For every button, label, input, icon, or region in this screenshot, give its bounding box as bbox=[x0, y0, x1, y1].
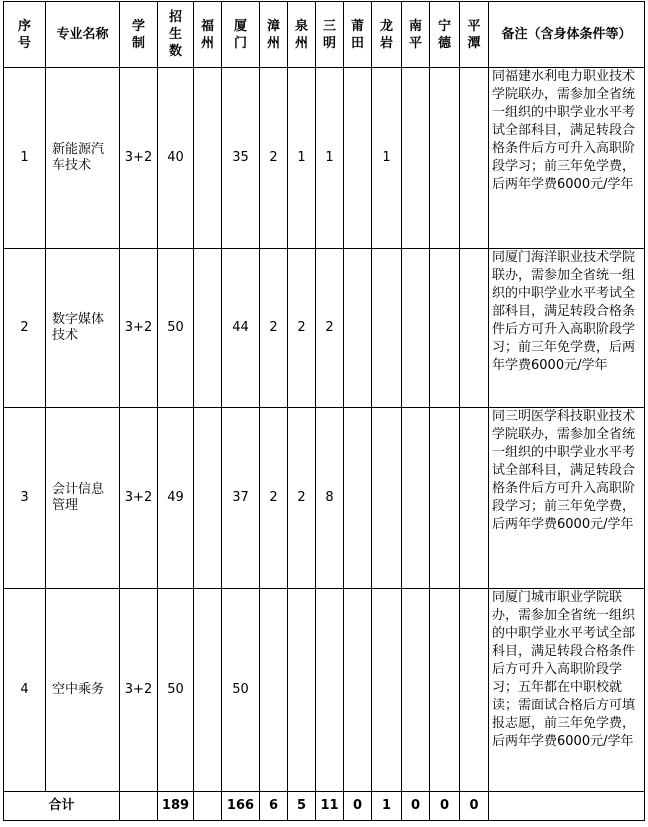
cell-quanzhou: 2 bbox=[288, 249, 316, 408]
cell-zhangzhou: 2 bbox=[260, 408, 288, 589]
cell-note: 同厦门城市职业学院联办，需参加全省统一组织的中职学业水平考试全部科目，满足转段合格条件后方可升入高职阶段学习；五年都在中职校就读；需面试合格后方可填报志愿，前三年免学费，后两年学费6000元/学年 bbox=[489, 589, 645, 792]
cell-pingtan bbox=[460, 408, 489, 589]
cell-ningde bbox=[430, 249, 460, 408]
cell-xiamen: 50 bbox=[222, 589, 260, 792]
header-sanming: 三明 bbox=[316, 2, 344, 68]
cell-fuzhou bbox=[194, 589, 222, 792]
cell-major: 数字媒体技术 bbox=[46, 249, 120, 408]
cell-pingtan bbox=[460, 249, 489, 408]
header-ningde: 宁德 bbox=[430, 2, 460, 68]
cell-sanming bbox=[316, 589, 344, 792]
cell-ningde bbox=[430, 408, 460, 589]
cell-seq: 4 bbox=[4, 589, 46, 792]
cell-putian bbox=[344, 408, 372, 589]
table-row bbox=[4, 408, 645, 589]
header-quanzhou: 泉州 bbox=[288, 2, 316, 68]
cell-note: 同厦门海洋职业技术学院联办，需参加全省统一组织的中职学业水平考试全部科目，满足转段合格条件后方可升入高职阶段学习；前三年免学费，后两年学费6000元/学年 bbox=[489, 249, 645, 408]
header-major: 专业名称 bbox=[46, 2, 120, 68]
cell-seq: 3 bbox=[4, 408, 46, 589]
cell-sanming: 2 bbox=[316, 249, 344, 408]
cell-sanming: 8 bbox=[316, 408, 344, 589]
total-nanping: 0 bbox=[402, 792, 430, 821]
total-quanzhou: 5 bbox=[288, 792, 316, 821]
cell-pingtan bbox=[460, 589, 489, 792]
cell-ningde bbox=[430, 589, 460, 792]
cell-quota: 50 bbox=[158, 249, 194, 408]
total-fuzhou bbox=[194, 792, 222, 821]
header-pingtan: 平潭 bbox=[460, 2, 489, 68]
total-label: 合计 bbox=[4, 792, 120, 821]
cell-quanzhou bbox=[288, 589, 316, 792]
cell-longyan: 1 bbox=[372, 68, 402, 249]
cell-quota: 50 bbox=[158, 589, 194, 792]
header-putian: 莆田 bbox=[344, 2, 372, 68]
cell-fuzhou bbox=[194, 68, 222, 249]
table-row bbox=[4, 68, 645, 249]
total-pingtan: 0 bbox=[460, 792, 489, 821]
total-ningde: 0 bbox=[430, 792, 460, 821]
cell-sanming: 1 bbox=[316, 68, 344, 249]
cell-xiamen: 37 bbox=[222, 408, 260, 589]
header-quota: 招生数 bbox=[158, 2, 194, 68]
total-years bbox=[120, 792, 158, 821]
cell-nanping bbox=[402, 249, 430, 408]
cell-longyan bbox=[372, 249, 402, 408]
total-note bbox=[489, 792, 645, 821]
cell-zhangzhou: 2 bbox=[260, 68, 288, 249]
cell-zhangzhou: 2 bbox=[260, 249, 288, 408]
cell-zhangzhou bbox=[260, 589, 288, 792]
cell-major: 新能源汽车技术 bbox=[46, 68, 120, 249]
cell-nanping bbox=[402, 589, 430, 792]
cell-putian bbox=[344, 68, 372, 249]
header-longyan: 龙岩 bbox=[372, 2, 402, 68]
cell-years: 3+2 bbox=[120, 589, 158, 792]
header-note: 备注（含身体条件等） bbox=[489, 2, 645, 68]
header-nanping: 南平 bbox=[402, 2, 430, 68]
cell-xiamen: 35 bbox=[222, 68, 260, 249]
cell-quanzhou: 1 bbox=[288, 68, 316, 249]
header-row bbox=[4, 2, 645, 68]
header-seq: 序号 bbox=[4, 2, 46, 68]
table-row bbox=[4, 249, 645, 408]
total-longyan: 1 bbox=[372, 792, 402, 821]
total-row bbox=[4, 792, 645, 821]
cell-xiamen: 44 bbox=[222, 249, 260, 408]
header-fuzhou: 福州 bbox=[194, 2, 222, 68]
cell-pingtan bbox=[460, 68, 489, 249]
cell-putian bbox=[344, 249, 372, 408]
cell-quota: 49 bbox=[158, 408, 194, 589]
cell-fuzhou bbox=[194, 408, 222, 589]
cell-note: 同三明医学科技职业技术学院联办，需参加全省统一组织的中职学业水平考试全部科目，满足转段合格条件后方可升入高职阶段学习；前三年免学费，后两年学费6000元/学年 bbox=[489, 408, 645, 589]
total-putian: 0 bbox=[344, 792, 372, 821]
cell-longyan bbox=[372, 408, 402, 589]
header-xiamen: 厦门 bbox=[222, 2, 260, 68]
cell-note: 同福建水利电力职业技术学院联办，需参加全省统一组织的中职学业水平考试全部科目，满足转段合格条件后方可升入高职阶段学习；前三年免学费，后两年学费6000元/学年 bbox=[489, 68, 645, 249]
cell-quanzhou: 2 bbox=[288, 408, 316, 589]
table-row bbox=[4, 589, 645, 792]
enrollment-table bbox=[3, 1, 645, 821]
cell-seq: 2 bbox=[4, 249, 46, 408]
cell-years: 3+2 bbox=[120, 249, 158, 408]
cell-quota: 40 bbox=[158, 68, 194, 249]
cell-seq: 1 bbox=[4, 68, 46, 249]
cell-putian bbox=[344, 589, 372, 792]
cell-major: 会计信息管理 bbox=[46, 408, 120, 589]
cell-nanping bbox=[402, 408, 430, 589]
cell-nanping bbox=[402, 68, 430, 249]
cell-years: 3+2 bbox=[120, 408, 158, 589]
total-quota: 189 bbox=[158, 792, 194, 821]
header-years: 学制 bbox=[120, 2, 158, 68]
total-sanming: 11 bbox=[316, 792, 344, 821]
cell-ningde bbox=[430, 68, 460, 249]
cell-longyan bbox=[372, 589, 402, 792]
cell-major: 空中乘务 bbox=[46, 589, 120, 792]
cell-fuzhou bbox=[194, 249, 222, 408]
total-zhangzhou: 6 bbox=[260, 792, 288, 821]
header-zhangzhou: 漳州 bbox=[260, 2, 288, 68]
cell-years: 3+2 bbox=[120, 68, 158, 249]
total-xiamen: 166 bbox=[222, 792, 260, 821]
